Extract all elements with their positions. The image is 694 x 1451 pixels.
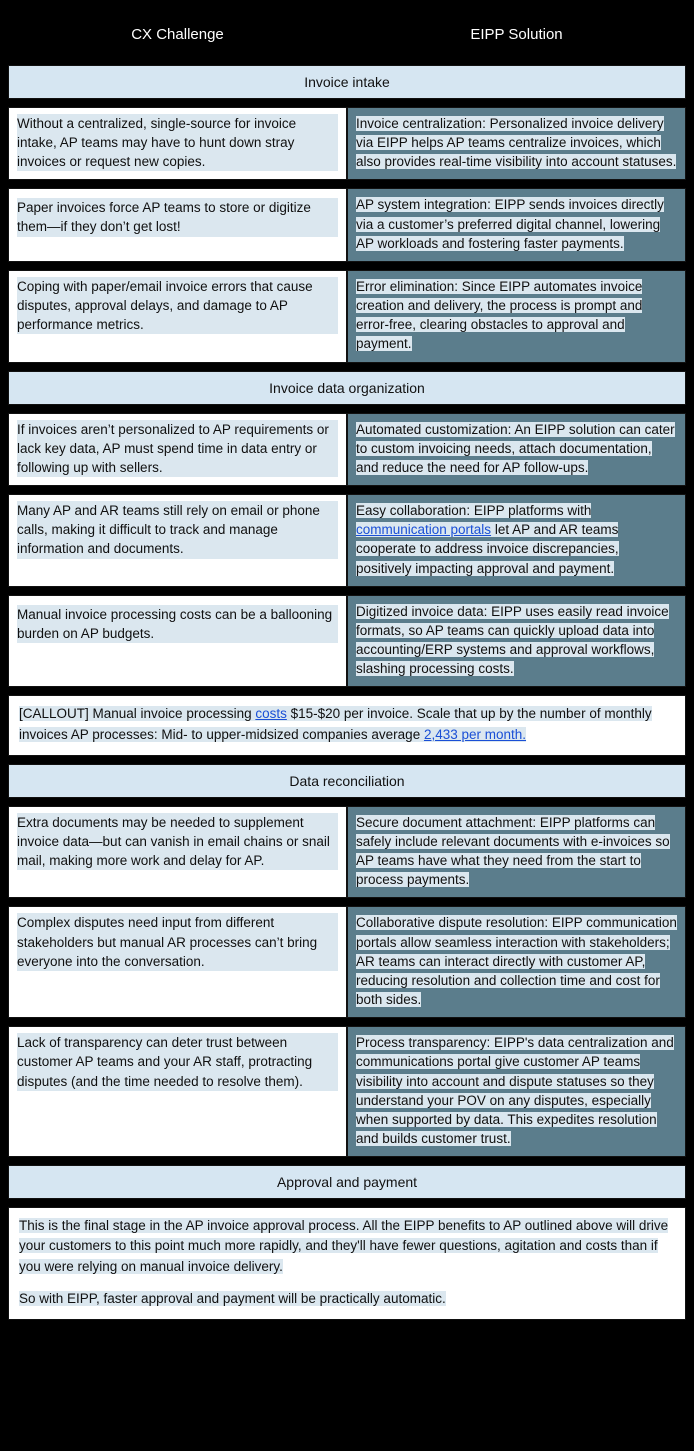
section-title-row xyxy=(8,1165,686,1199)
solution-text: Secure document attachment: EIPP platforms can safely include relevant documents with e-invoices so AP teams have what they need from the start to process payments. xyxy=(356,814,670,888)
cx-eipp-matrix xyxy=(8,10,686,1328)
table-row xyxy=(8,494,686,587)
challenge-text: Lack of transparency can deter trust between customer AP teams and your AR staff, protracting disputes (and the time needed to resolve them). xyxy=(17,1033,338,1090)
table-row xyxy=(8,595,686,688)
table-row xyxy=(8,806,686,899)
callout-row xyxy=(8,695,686,756)
callout-cell xyxy=(8,695,686,756)
solution-cell xyxy=(347,413,686,486)
solution-text: AP system integration: EIPP sends invoices directly via a customer’s preferred digital channel, lowering AP workloads and fostering faster payments. xyxy=(356,197,664,251)
challenge-cell xyxy=(8,107,347,180)
column-header-eipp-solution: EIPP Solution xyxy=(347,18,686,57)
challenge-cell xyxy=(8,906,347,1018)
challenge-text: Extra documents may be needed to supplement invoice data—but can vanish in email chains or snail mail, making more work and delay for AP. xyxy=(17,813,338,870)
solution-text: Error elimination: Since EIPP automates invoice creation and delivery, the process is prompt and error-free, clearing obstacles to approval and payment. xyxy=(356,278,643,352)
solution-cell xyxy=(347,494,686,587)
section-title-invoice-intake: Invoice intake xyxy=(8,65,686,99)
section-title-data-reconciliation: Data reconciliation xyxy=(8,764,686,798)
table-row xyxy=(8,413,686,486)
challenge-text: Without a centralized, single-source for invoice intake, AP teams may have to hunt down stray invoices or request new copies. xyxy=(17,114,338,171)
communication-portals-link[interactable]: communication portals xyxy=(356,522,492,538)
challenge-text: Complex disputes need input from different stakeholders but manual AR processes can’t bring everyone into the conversation. xyxy=(17,913,338,970)
challenge-cell xyxy=(8,188,347,261)
matrix-body xyxy=(8,65,686,1320)
table-row xyxy=(8,270,686,363)
challenge-text: Many AP and AR teams still rely on email or phone calls, making it difficult to track and manage information and documents. xyxy=(17,501,338,558)
section-title-invoice-data-organization: Invoice data organization xyxy=(8,371,686,405)
solution-text: Invoice centralization: Personalized invoice delivery via EIPP helps AP teams centralize invoices, which also provides real-time visibility into account statuses. xyxy=(356,116,677,170)
challenge-cell xyxy=(8,806,347,899)
costs-link[interactable]: costs xyxy=(255,706,287,722)
callout-text xyxy=(19,706,652,741)
table-row xyxy=(8,906,686,1018)
challenge-text: If invoices aren’t personalized to AP requirements or lack key data, AP must spend time in data entry or following up with sellers. xyxy=(17,420,338,477)
callout-text-part: [CALLOUT] Manual invoice processing xyxy=(19,706,256,722)
final-paragraph-1: This is the final stage in the AP invoice approval process. All the EIPP benefits to AP outlined above will drive your customers to this point much more rapidly, and they'll have fewer questions, agitation and costs than if you were relying on manual invoice delivery. xyxy=(19,1218,669,1274)
solution-cell xyxy=(347,1026,686,1157)
challenge-cell xyxy=(8,595,347,688)
solution-cell xyxy=(347,595,686,688)
solution-cell xyxy=(347,906,686,1018)
challenge-text: Manual invoice processing costs can be a ballooning burden on AP budgets. xyxy=(17,605,338,643)
challenge-cell xyxy=(8,494,347,587)
solution-text: Automated customization: An EIPP solution can cater to custom invoicing needs, attach documentation, and reduce the need for AP follow-ups. xyxy=(356,421,675,475)
challenge-cell xyxy=(8,413,347,486)
solution-text: Digitized invoice data: EIPP uses easily read invoice formats, so AP teams can quickly upload data into accounting/ERP systems and approval workflows, slashing processing costs. xyxy=(356,603,669,677)
callout-text-part: $15-$20 per invoice. Scale that up by the number of monthly invoices AP processes: Mid- to upper-midsized companies average xyxy=(19,706,652,742)
solution-text: Process transparency: EIPP's data centralization and communications portal give customer AP teams visibility into account and dispute statuses so they understand your POV on any disputes, especially when supported by data. This expedites resolution and builds customer trust. xyxy=(356,1035,674,1146)
challenge-text: Coping with paper/email invoice errors that cause disputes, approval delays, and damage to AP performance metrics. xyxy=(17,277,338,334)
solution-cell xyxy=(347,107,686,180)
invoices-per-month-link[interactable]: 2,433 per month. xyxy=(423,726,527,742)
section-title-row xyxy=(8,65,686,99)
solution-cell xyxy=(347,188,686,261)
final-note-row xyxy=(8,1207,686,1320)
solution-text: Collaborative dispute resolution: EIPP communication portals allow seamless interaction with stakeholders; AR teams can interact directly with customer AP, reducing resolution and collection time and cost for both sides. xyxy=(356,915,677,1008)
section-title-approval-and-payment: Approval and payment xyxy=(8,1165,686,1199)
solution-text-part: let AP and AR teams cooperate to address invoice discrepancies, positively impacting approval and payment. xyxy=(356,522,619,576)
section-title-row xyxy=(8,371,686,405)
solution-text-with-link xyxy=(356,503,619,575)
table-header-row xyxy=(8,18,686,57)
solution-text-part: Easy collaboration: EIPP platforms with xyxy=(356,503,592,519)
final-note-cell xyxy=(8,1207,686,1320)
table-row xyxy=(8,188,686,261)
table-row xyxy=(8,107,686,180)
challenge-cell xyxy=(8,1026,347,1157)
table-row xyxy=(8,1026,686,1157)
final-paragraph-2: So with EIPP, faster approval and payment will be practically automatic. xyxy=(19,1290,446,1306)
solution-cell xyxy=(347,806,686,899)
challenge-cell xyxy=(8,270,347,363)
challenge-text: Paper invoices force AP teams to store or digitize them—if they don’t get lost! xyxy=(17,198,338,236)
solution-cell xyxy=(347,270,686,363)
column-header-cx-challenge: CX Challenge xyxy=(8,18,347,57)
section-title-row xyxy=(8,764,686,798)
